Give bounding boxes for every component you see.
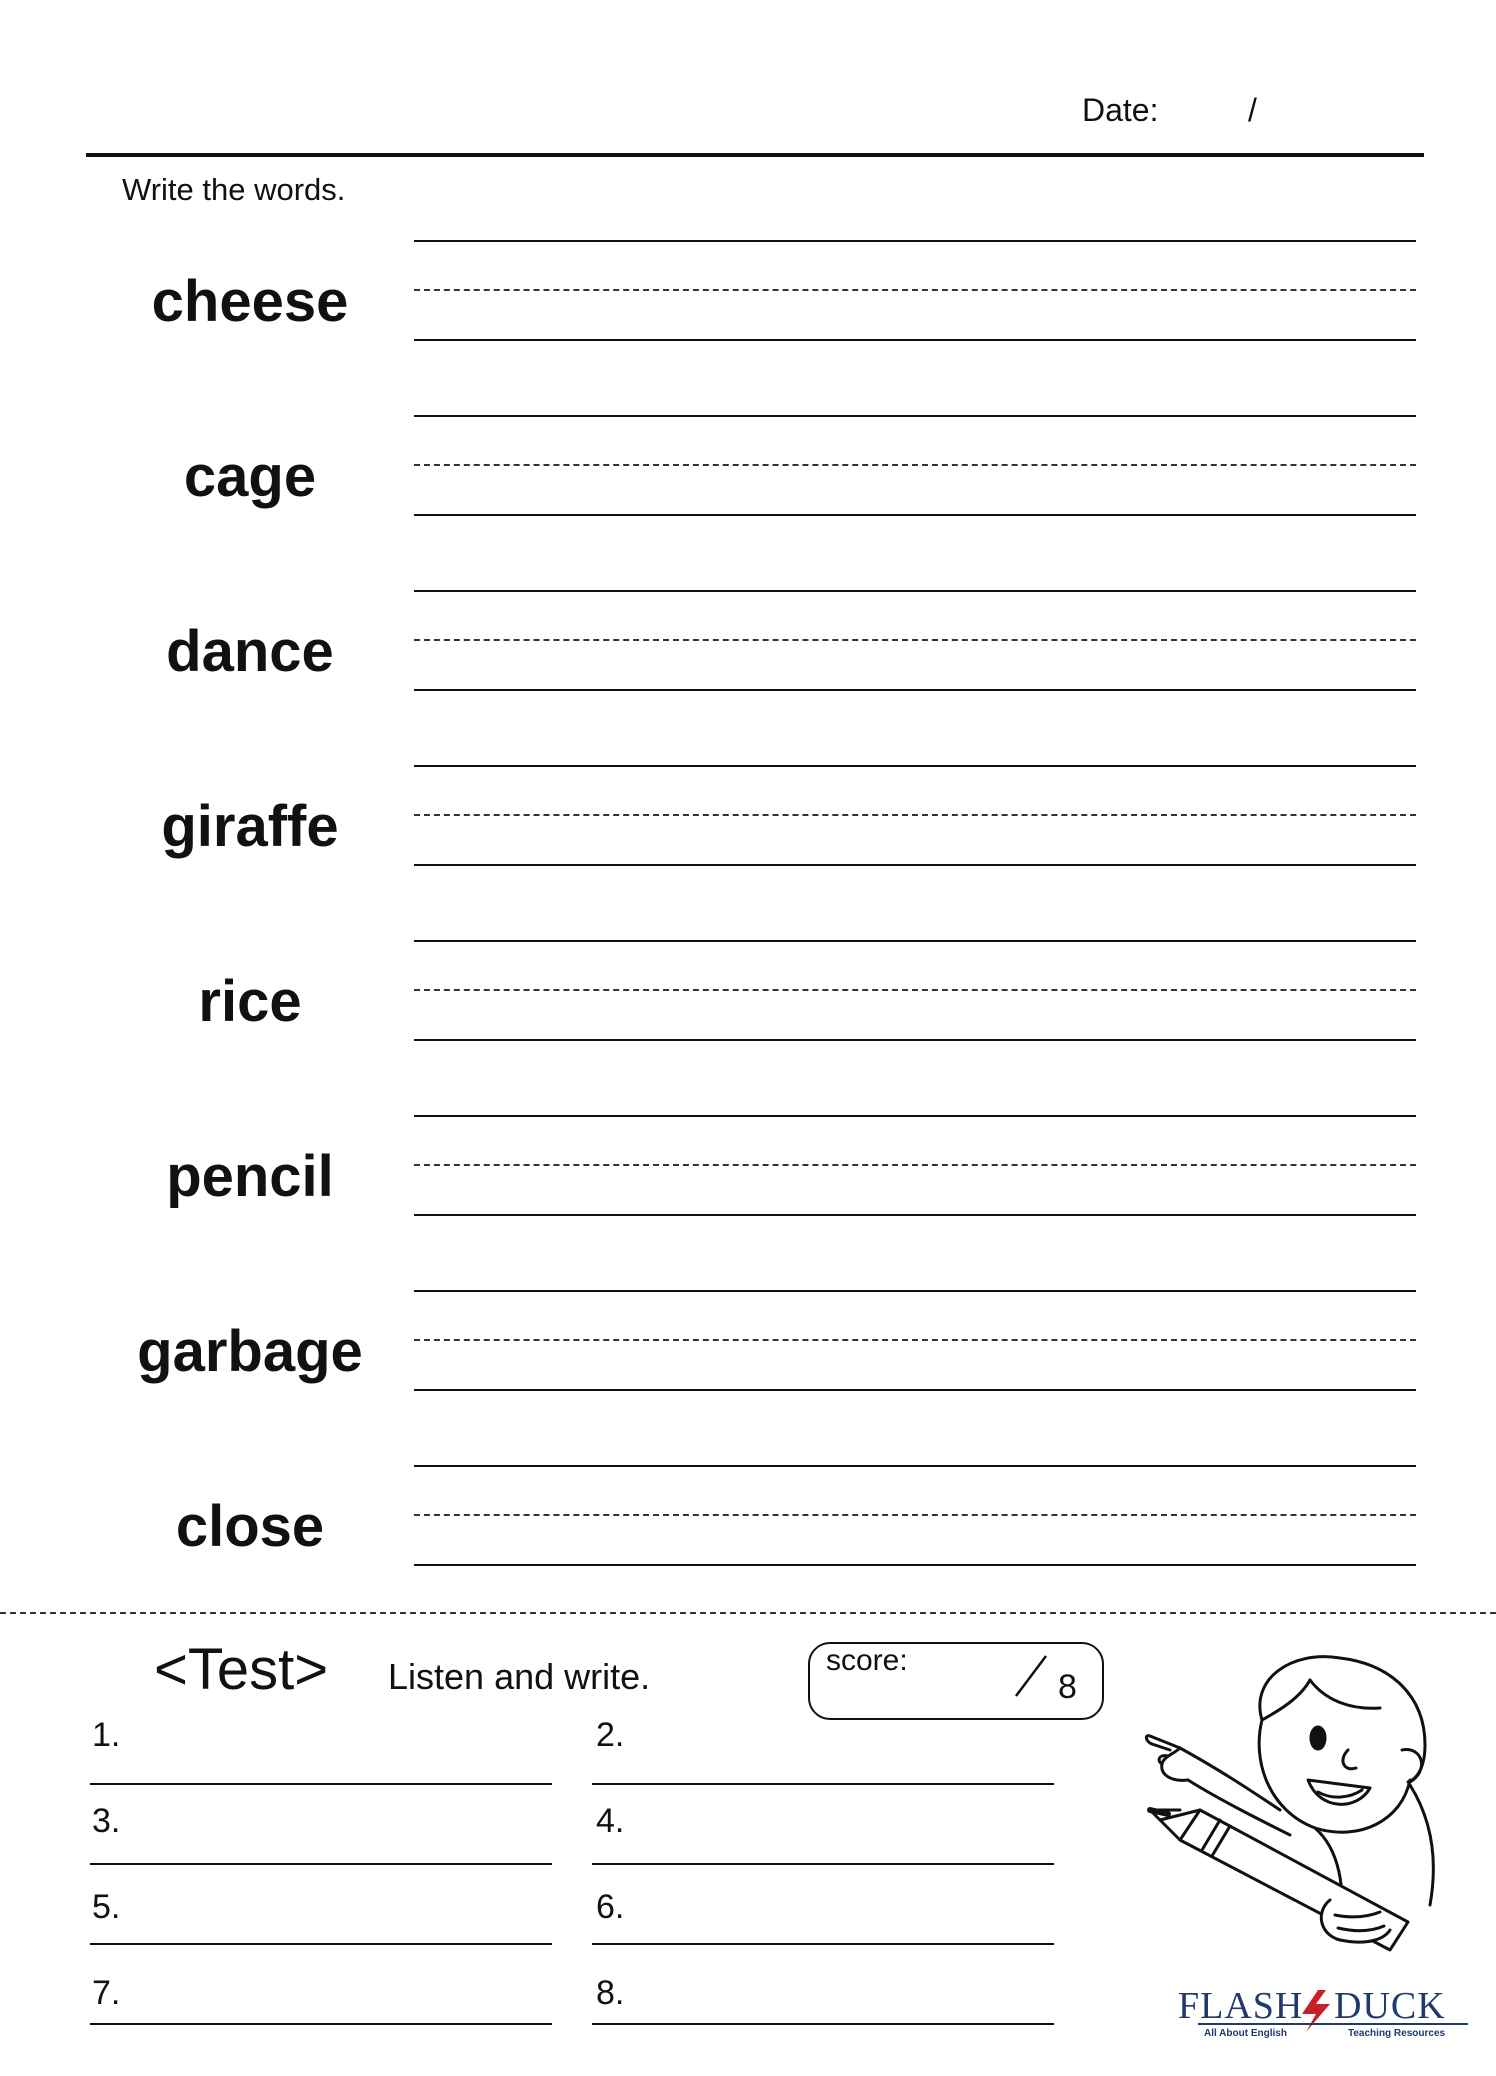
- date-separator: /: [1248, 92, 1257, 128]
- test-title: <Test>: [154, 1637, 329, 1702]
- answer-line[interactable]: [592, 1783, 1054, 1785]
- writing-line-base[interactable]: [414, 864, 1416, 866]
- svg-text:All About English: All About English: [1204, 2028, 1287, 2039]
- word-label: giraffe: [161, 794, 339, 859]
- writing-line-mid: [414, 1339, 1416, 1341]
- writing-line-top[interactable]: [414, 590, 1416, 592]
- svg-text:DUCK: DUCK: [1334, 1985, 1446, 2027]
- writing-line-base[interactable]: [414, 1389, 1416, 1391]
- test-item-number: 5.: [92, 1888, 121, 1926]
- score-label: score:: [826, 1644, 908, 1677]
- svg-text:Teaching Resources: Teaching Resources: [1348, 2028, 1446, 2039]
- writing-line-base[interactable]: [414, 689, 1416, 691]
- cut-line: [0, 1612, 1496, 1614]
- word-label: cage: [183, 444, 317, 509]
- writing-line-mid: [414, 1514, 1416, 1516]
- test-item-number: 7.: [92, 1974, 121, 2012]
- answer-line[interactable]: [90, 1863, 552, 1865]
- test-item-number: 1.: [92, 1716, 121, 1754]
- writing-line-top[interactable]: [414, 240, 1416, 242]
- word-label: rice: [198, 969, 302, 1034]
- test-instruction: Listen and write.: [388, 1656, 651, 1697]
- writing-line-base[interactable]: [414, 514, 1416, 516]
- word-label: garbage: [137, 1319, 363, 1384]
- boy-with-pencil-illustration: [1140, 1650, 1460, 1960]
- writing-line-top[interactable]: [414, 1465, 1416, 1467]
- test-item-number: 2.: [596, 1716, 625, 1754]
- writing-line-mid: [414, 814, 1416, 816]
- svg-text:FLASH: FLASH: [1178, 1985, 1304, 2027]
- writing-line-top[interactable]: [414, 940, 1416, 942]
- word-label: pencil: [166, 1144, 334, 1209]
- writing-line-mid: [414, 1164, 1416, 1166]
- writing-line-base[interactable]: [414, 1564, 1416, 1566]
- answer-line[interactable]: [90, 1943, 552, 1945]
- answer-line[interactable]: [592, 2023, 1054, 2025]
- test-item-number: 6.: [596, 1888, 625, 1926]
- answer-line[interactable]: [592, 1863, 1054, 1865]
- test-item-number: 4.: [596, 1802, 625, 1840]
- writing-line-mid: [414, 289, 1416, 291]
- score-slash-icon: [1010, 1652, 1050, 1700]
- answer-line[interactable]: [90, 2023, 552, 2025]
- answer-line[interactable]: [90, 1783, 552, 1785]
- writing-line-top[interactable]: [414, 765, 1416, 767]
- date-label: Date:: [1082, 92, 1159, 128]
- writing-line-base[interactable]: [414, 1214, 1416, 1216]
- word-label: dance: [166, 619, 334, 684]
- answer-line[interactable]: [592, 1943, 1054, 1945]
- writing-line-top[interactable]: [414, 1115, 1416, 1117]
- test-item-number: 8.: [596, 1974, 625, 2012]
- writing-line-top[interactable]: [414, 1290, 1416, 1292]
- test-item-number: 3.: [92, 1802, 121, 1840]
- word-label: cheese: [151, 269, 349, 334]
- writing-line-top[interactable]: [414, 415, 1416, 417]
- writing-line-mid: [414, 464, 1416, 466]
- instruction: Write the words.: [122, 172, 346, 207]
- writing-line-base[interactable]: [414, 339, 1416, 341]
- score-total: 8: [1058, 1668, 1077, 1706]
- writing-line-base[interactable]: [414, 1039, 1416, 1041]
- writing-line-mid: [414, 639, 1416, 641]
- writing-line-mid: [414, 989, 1416, 991]
- word-label: close: [175, 1494, 325, 1559]
- flashduck-logo: [1178, 1984, 1478, 2040]
- header-rule: [86, 153, 1424, 157]
